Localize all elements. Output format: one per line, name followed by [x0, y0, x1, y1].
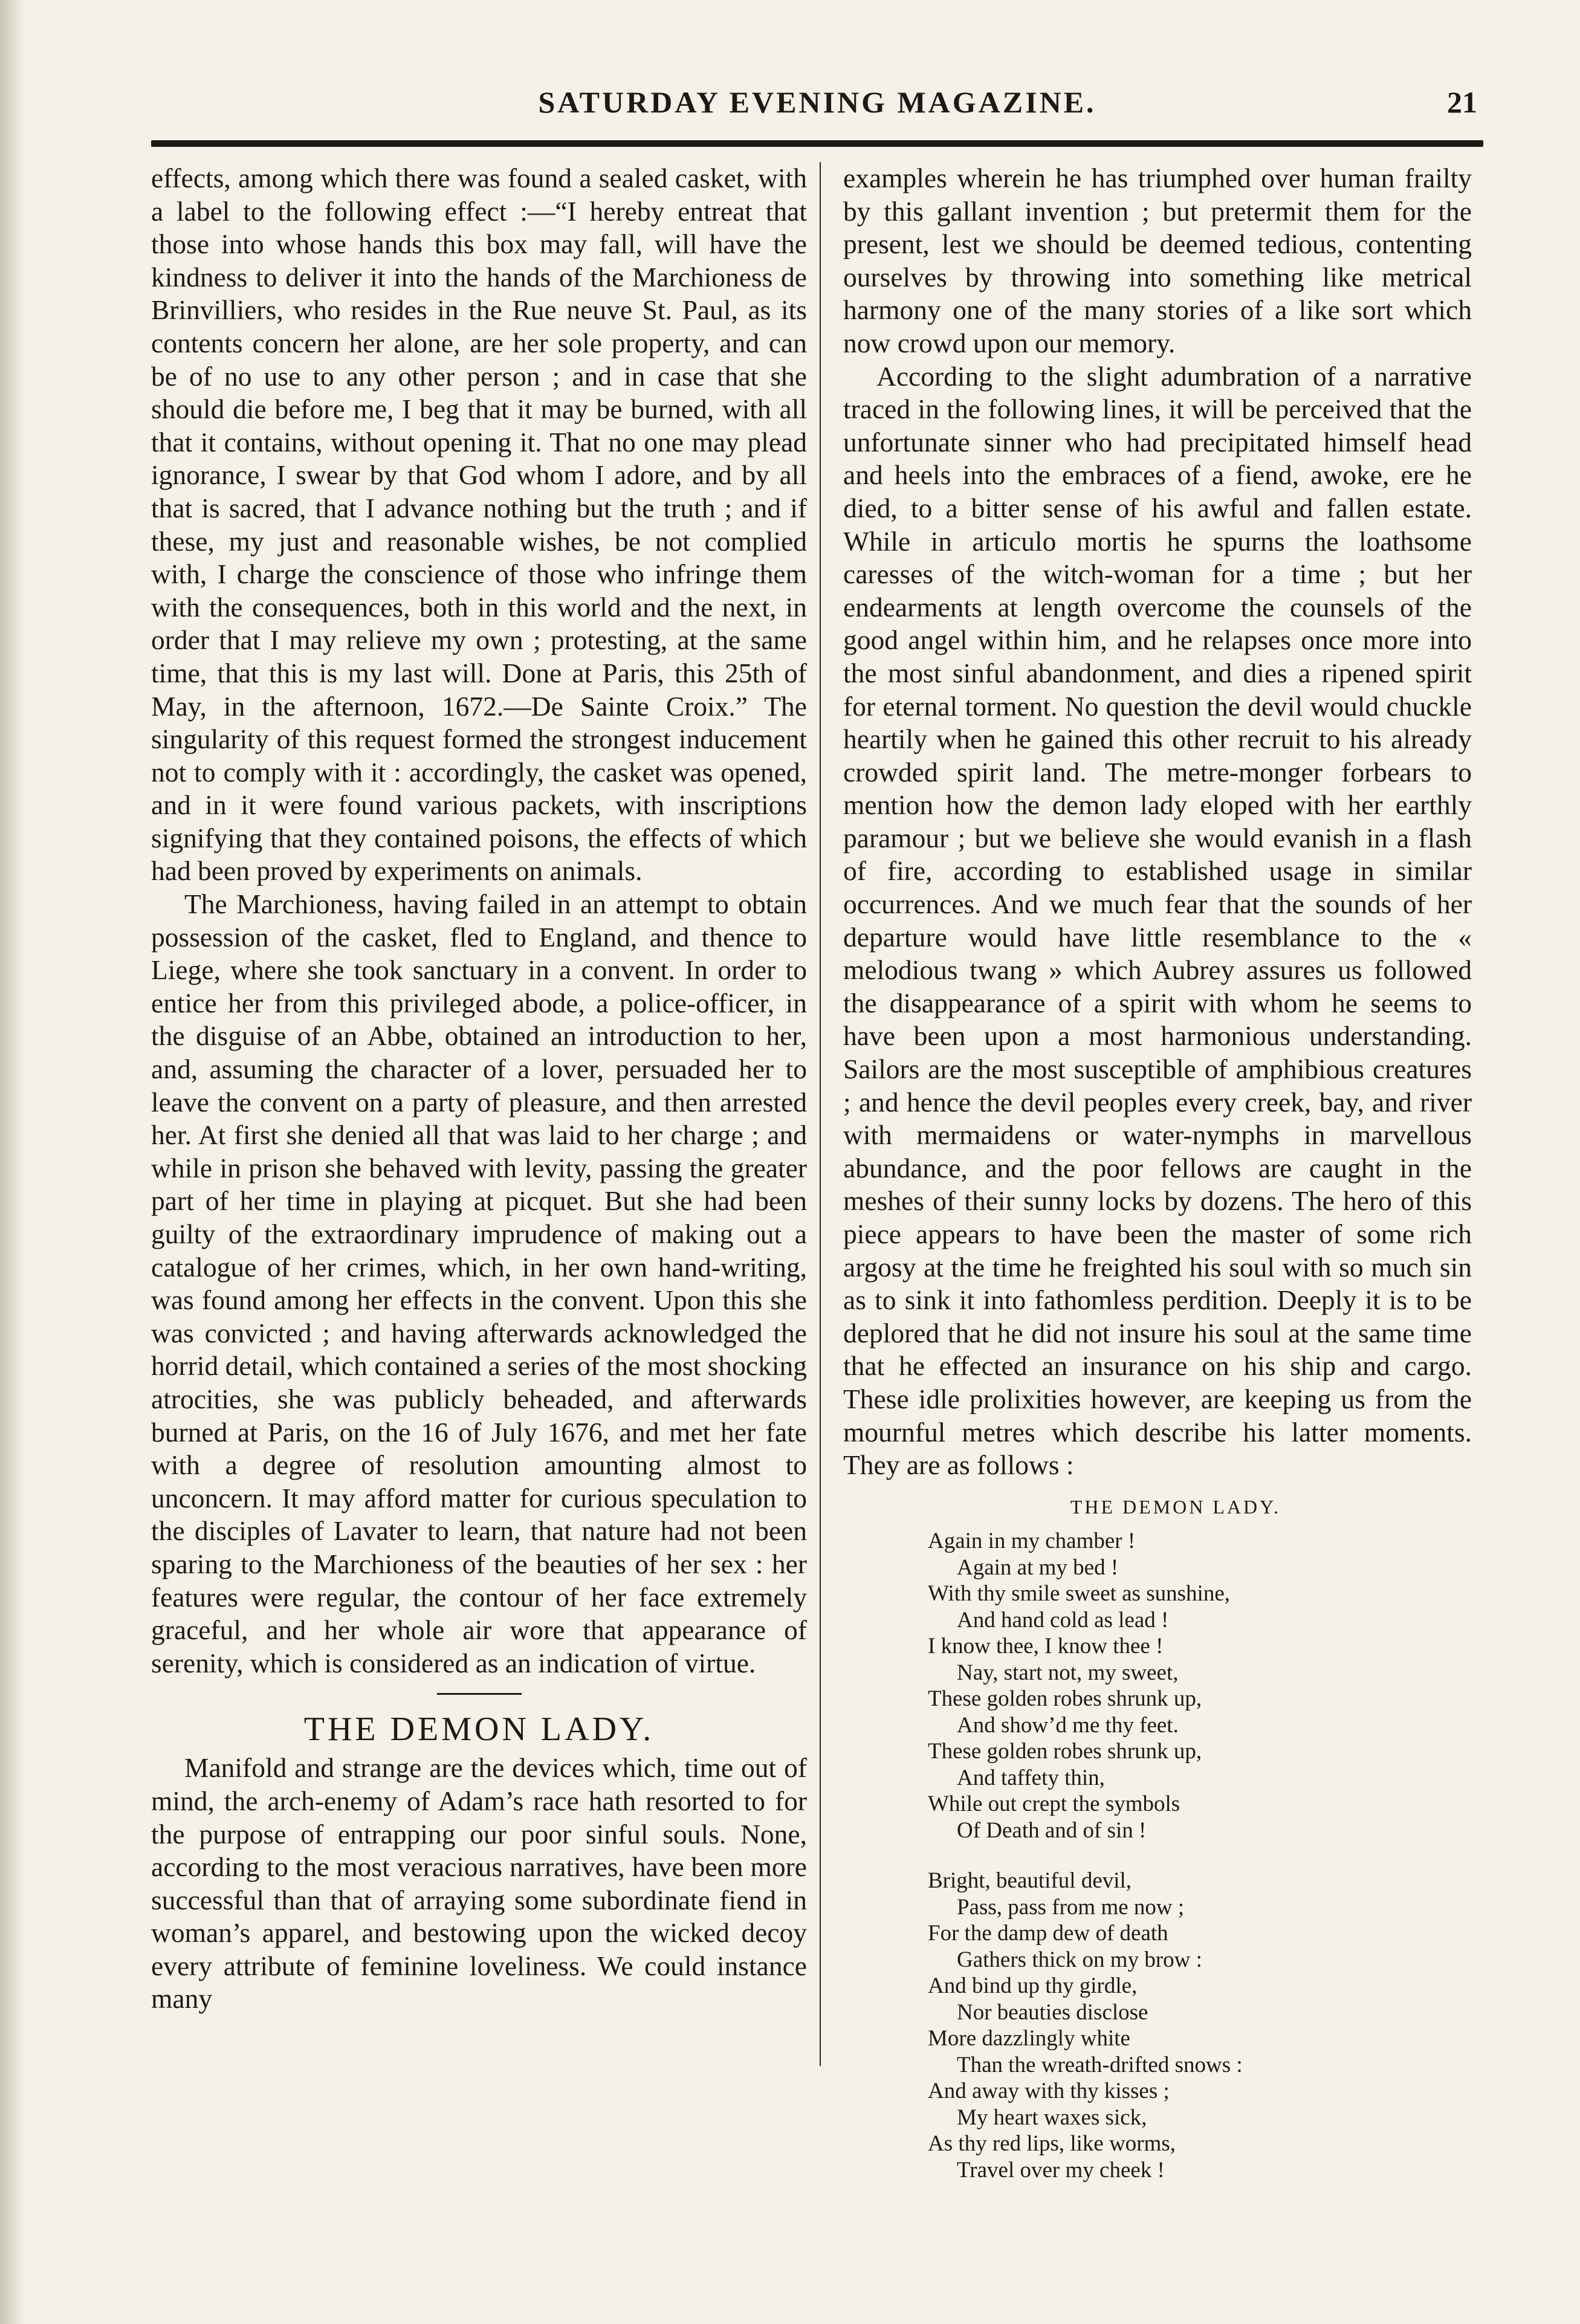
poem-line: Again in my chamber !: [928, 1529, 1136, 1554]
section-divider: [437, 1693, 522, 1695]
header-rule: [151, 140, 1483, 147]
poem-line: More dazzlingly white: [928, 2026, 1130, 2051]
poem-line: And show’d me thy feet.: [957, 1712, 1179, 1738]
poem-title: THE DEMON LADY.: [1070, 1495, 1281, 1518]
left-column: [151, 162, 807, 2016]
poem: [843, 1528, 1472, 2183]
poem-line: I know thee, I know thee !: [928, 1634, 1164, 1659]
poem-line: Gathers thick on my brow :: [957, 1947, 1202, 1972]
continued-paragraph: effects, among which there was found a sealed casket, with a label to the following effect :—“I hereby entreat that those into whose hands this box may fall, will have the kindness to deliver it into the hands of the Marchioness de Brinvilliers, who resides in the Rue neuve St. Paul, as its contents concern her alone, are her sole property, and can be of no use to any other person ; and in case that she should die before me, I beg that it may be burned, with all that it contains, without opening it. That no one may plead ignorance, I swear by that God whom I adore, and by all that is sacred, that I advance nothing but the truth ; and if these, my just and reasonable wishes, be not complied with, I charge the conscience of those who infringe them with the consequences, both in this world and the next, in order that I may relieve my own ; protesting, at the same time, that this is my last will. Done at Paris, this 25th of May, in the afternoon, 1672.—De Sainte Croix.” The singularity of this request formed the strongest inducement not to comply with it : accordingly, the casket was opened, and in it were found various packets, with inscriptions signifying that they contained poisons, the effects of which had been proved by experiments on animals.: [151, 163, 807, 887]
poem-line: Than the wreath-drifted snows :: [957, 2052, 1243, 2077]
poem-line: These golden robes shrunk up,: [928, 1739, 1202, 1764]
running-title: SATURDAY EVENING MAGAZINE.: [538, 85, 1096, 119]
poem-line: These golden robes shrunk up,: [928, 1686, 1202, 1712]
poem-line: With thy smile sweet as sunshine,: [928, 1581, 1231, 1607]
poem-line: Nay, start not, my sweet,: [957, 1660, 1179, 1685]
page-header: [151, 85, 1483, 139]
poem-line: Of Death and of sin !: [957, 1817, 1147, 1843]
poem-line: My heart waxes sick,: [957, 2105, 1147, 2130]
poem-line: Again at my bed !: [957, 1555, 1119, 1580]
poem-line: Bright, beautiful devil,: [928, 1868, 1132, 1894]
poem-line: And taffety thin,: [957, 1765, 1105, 1790]
poem-stanza: [928, 1528, 1472, 1843]
poem-line: For the damp dew of death: [928, 1921, 1168, 1946]
marchioness-paragraph: The Marchioness, having failed in an attempt to obtain possession of the casket, fled to England, and thence to Liege, where she took sanctuary in a convent. In order to entice her from this privileged abode, a police-officer, in the disguise of an Abbe, obtained an introduction to her, and, assuming the character of a lover, persuaded her to leave the convent on a party of pleasure, and then arrested her. At first she denied all that was laid to her charge ; and while in prison she behaved with levity, passing the greater part of her time in playing at picquet. But she had been guilty of the extraordinary imprudence of making out a catalogue of her crimes, which, in her own hand-writing, was found among her effects in the convent. Upon this she was convicted ; and having afterwards acknowledged the horrid detail, which contained a series of the most shocking atrocities, she was publicly beheaded, and afterwards burned at Paris, on the 16 of July 1676, and met her fate with a degree of resolution amounting almost to unconcern. It may afford matter for curious speculation to the disciples of Lavater to learn, that nature had not been sparing to the Marchioness of the beauties of her sex : her features were regular, the contour of her face extremely graceful, and her whole air wore that appearance of serenity, which is considered as an indication of virtue.: [151, 888, 807, 1678]
poem-line: Nor beauties disclose: [957, 1999, 1148, 2025]
poem-line: And hand cold as lead !: [957, 1607, 1169, 1633]
binding-shadow: [0, 0, 24, 2324]
poem-line: As thy red lips, like worms,: [928, 2131, 1176, 2157]
right-column: [843, 162, 1472, 2207]
poem-stanza: [928, 1868, 1472, 2183]
poem-line: Travel over my cheek !: [957, 2157, 1165, 2183]
narrative-paragraph: According to the slight adumbration of a narrative traced in the following lines, it will be perceived that the unfortunate sinner who had precipitated himself head and heels into the embraces of a fiend, awoke, ere he died, to a bitter sense of his awful and fallen estate. While in articulo mortis he spurns the loathsome caresses of the witch-woman for a time ; but her endearments at length overcome the counsels of the good angel within him, and he relapses once more into the most sinful abandonment, and dies a ripened spirit for eternal torment. No question the devil would chuckle heartily when he gained this other recruit to his already crowded spirit land. The metre-monger forbears to mention how the demon lady eloped with her earthly paramour ; but we believe she would evanish in a flash of fire, according to established usage in similar occurrences. And we much fear that the sounds of her departure would have little resemblance to the « melodious twang » which Aubrey assures us followed the disappearance of a spirit with whom he seems to have been upon a most harmonious understanding. Sailors are the most susceptible of amphibious creatures ; and hence the devil peoples every creek, bay, and river with mermaidens or water-nymphs in marvellous abundance, and the poor fellows are caught in the meshes of their sunny locks by dozens. The hero of this piece appears to have been the master of some rich argosy at the time he freighted his soul with so much sin as to sink it into fathomless perdition. Deeply it is to be deplored that he did not insure his soul at the same time that he effected an insurance on his ship and cargo. These idle prolixities however, are keeping us from the mournful metres which describe his latter moments. They are as follows :: [843, 360, 1472, 1481]
poem-line: And away with thy kisses ;: [928, 2079, 1170, 2104]
column-divider: [820, 162, 821, 2066]
article-opening-paragraph: Manifold and strange are the devices which, time out of mind, the arch-enemy of Adam’s race hath resorted to for the purpose of entrapping our poor sinful souls. None, according to the most veracious narratives, have been more successful than that of arraying some subordinate fiend in woman’s apparel, and bestowing upon the wicked decoy every attribute of feminine loveliness. We could instance many: [151, 1752, 807, 2015]
page-number: 21: [1447, 85, 1477, 119]
article-title: THE DEMON LADY.: [303, 1711, 655, 1749]
poem-line: And bind up thy girdle,: [928, 1973, 1138, 1999]
examples-paragraph: examples wherein he has triumphed over human frailty by this gallant invention ; but pretermit them for the present, lest we should be deemed tedious, contenting ourselves by throwing into something like metrical harmony one of the many stories of a like sort which now crowd upon our memory.: [843, 163, 1472, 358]
poem-line: Pass, pass from me now ;: [957, 1894, 1185, 1920]
poem-line: While out crept the symbols: [928, 1792, 1180, 1817]
